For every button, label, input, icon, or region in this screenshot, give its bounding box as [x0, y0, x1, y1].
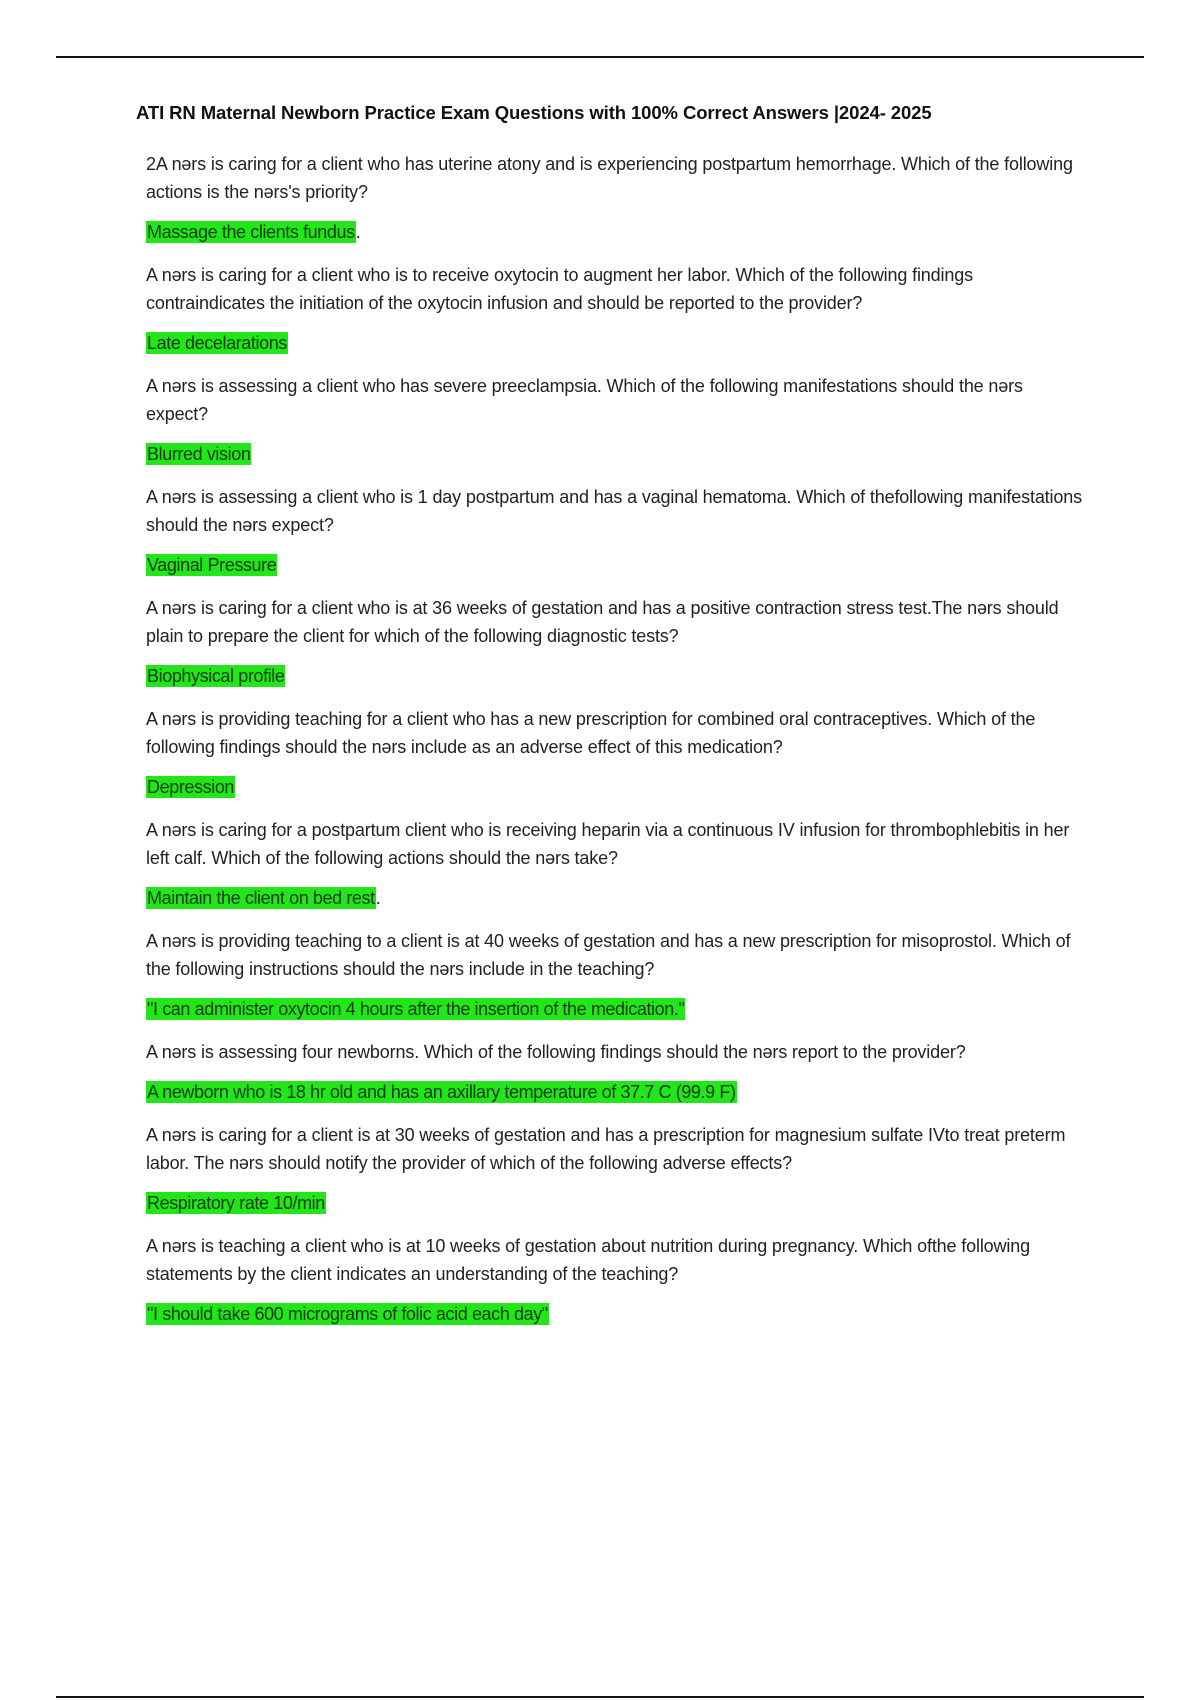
answer: [146, 1301, 1086, 1327]
answer: [146, 885, 1086, 911]
highlighted-answer: Massage the clients fundus: [147, 222, 355, 242]
highlighted-answer: Late decelarations: [147, 333, 287, 353]
question-text: A nərs is assessing four newborns. Which of the following findings should the nərs report to the provider?: [146, 1042, 966, 1062]
qa-item: [146, 1038, 1086, 1105]
highlighted-answer: Depression: [147, 777, 235, 797]
question-text: A nərs is providing teaching to a client is at 40 weeks of gestation and has a new prescription for misoprostol. Which of the following instructions should the nərs include in the teaching?: [146, 931, 1071, 979]
qa-item: [146, 594, 1086, 689]
answer: [146, 996, 1086, 1022]
answer: [146, 1190, 1086, 1216]
question-text: A nərs is caring for a client is at 30 weeks of gestation and has a prescription for magnesium sulfate IVto treat preterm labor. The nərs should notify the provider of which of the following adverse effects?: [146, 1125, 1066, 1173]
qa-item: [146, 150, 1086, 245]
answer: [146, 663, 1086, 689]
highlighted-answer: Respiratory rate 10/min: [147, 1193, 325, 1213]
highlighted-answer: Blurred vision: [147, 444, 251, 464]
qa-item: [146, 816, 1086, 911]
qa-item: [146, 927, 1086, 1022]
highlighted-answer: Vaginal Pressure: [147, 555, 277, 575]
answer: [146, 441, 1086, 467]
highlighted-answer: "I should take 600 micrograms of folic acid each day": [147, 1304, 548, 1324]
answer: [146, 219, 1086, 245]
bottom-divider: [56, 1696, 1144, 1698]
highlighted-answer: "I can administer oxytocin 4 hours after the insertion of the medication.": [147, 999, 685, 1019]
question-text: A nərs is caring for a client who is at 36 weeks of gestation and has a positive contraction stress test.The nərs should plain to prepare the client for which of the following diagnostic tests?: [146, 598, 1059, 646]
qa-item: [146, 261, 1086, 356]
top-divider: [56, 56, 1144, 58]
answer: [146, 774, 1086, 800]
question-text: A nərs is providing teaching for a client who has a new prescription for combined oral contraceptives. Which of the following findings should the nərs include as an adverse effect of this medication?: [146, 709, 1036, 757]
qa-item: [146, 705, 1086, 800]
answer: [146, 330, 1086, 356]
qa-item: [146, 483, 1086, 578]
qa-item: [146, 1121, 1086, 1216]
question-text: A nərs is caring for a client who is to receive oxytocin to augment her labor. Which of the following findings contraindicates the initiation of the oxytocin infusion and should be reported to the provider?: [146, 265, 973, 313]
answer: [146, 552, 1086, 578]
question-text: A nərs is teaching a client who is at 10 weeks of gestation about nutrition during pregnancy. Which ofthe following statements by the client indicates an understanding of the teaching?: [146, 1236, 1030, 1284]
qa-item: [146, 372, 1086, 467]
answer-trailing-punct: .: [375, 888, 381, 908]
highlighted-answer: Maintain the client on bed rest: [147, 888, 375, 908]
question-text: A nərs is caring for a postpartum client who is receiving heparin via a continuous IV infusion for thrombophlebitis in her left calf. Which of the following actions should the nərs take?: [146, 820, 1070, 868]
question-text: 2A nərs is caring for a client who has uterine atony and is experiencing postpartum hemorrhage. Which of the following actions is the nərs's priority?: [146, 154, 1073, 202]
question-text: A nərs is assessing a client who has severe preeclampsia. Which of the following manifestations should the nərs expect?: [146, 376, 1023, 424]
question-list: [146, 150, 1086, 1343]
qa-item: [146, 1232, 1086, 1327]
document-title: ATI RN Maternal Newborn Practice Exam Questions with 100% Correct Answers |2024- 2025: [136, 102, 932, 123]
highlighted-answer: A newborn who is 18 hr old and has an axillary temperature of 37.7 C (99.9 F): [147, 1082, 736, 1102]
answer: [146, 1079, 1086, 1105]
answer-trailing-punct: .: [355, 222, 361, 242]
question-text: A nərs is assessing a client who is 1 day postpartum and has a vaginal hematoma. Which of thefollowing manifestations should the nərs expect?: [146, 487, 1082, 535]
highlighted-answer: Biophysical profile: [147, 666, 285, 686]
